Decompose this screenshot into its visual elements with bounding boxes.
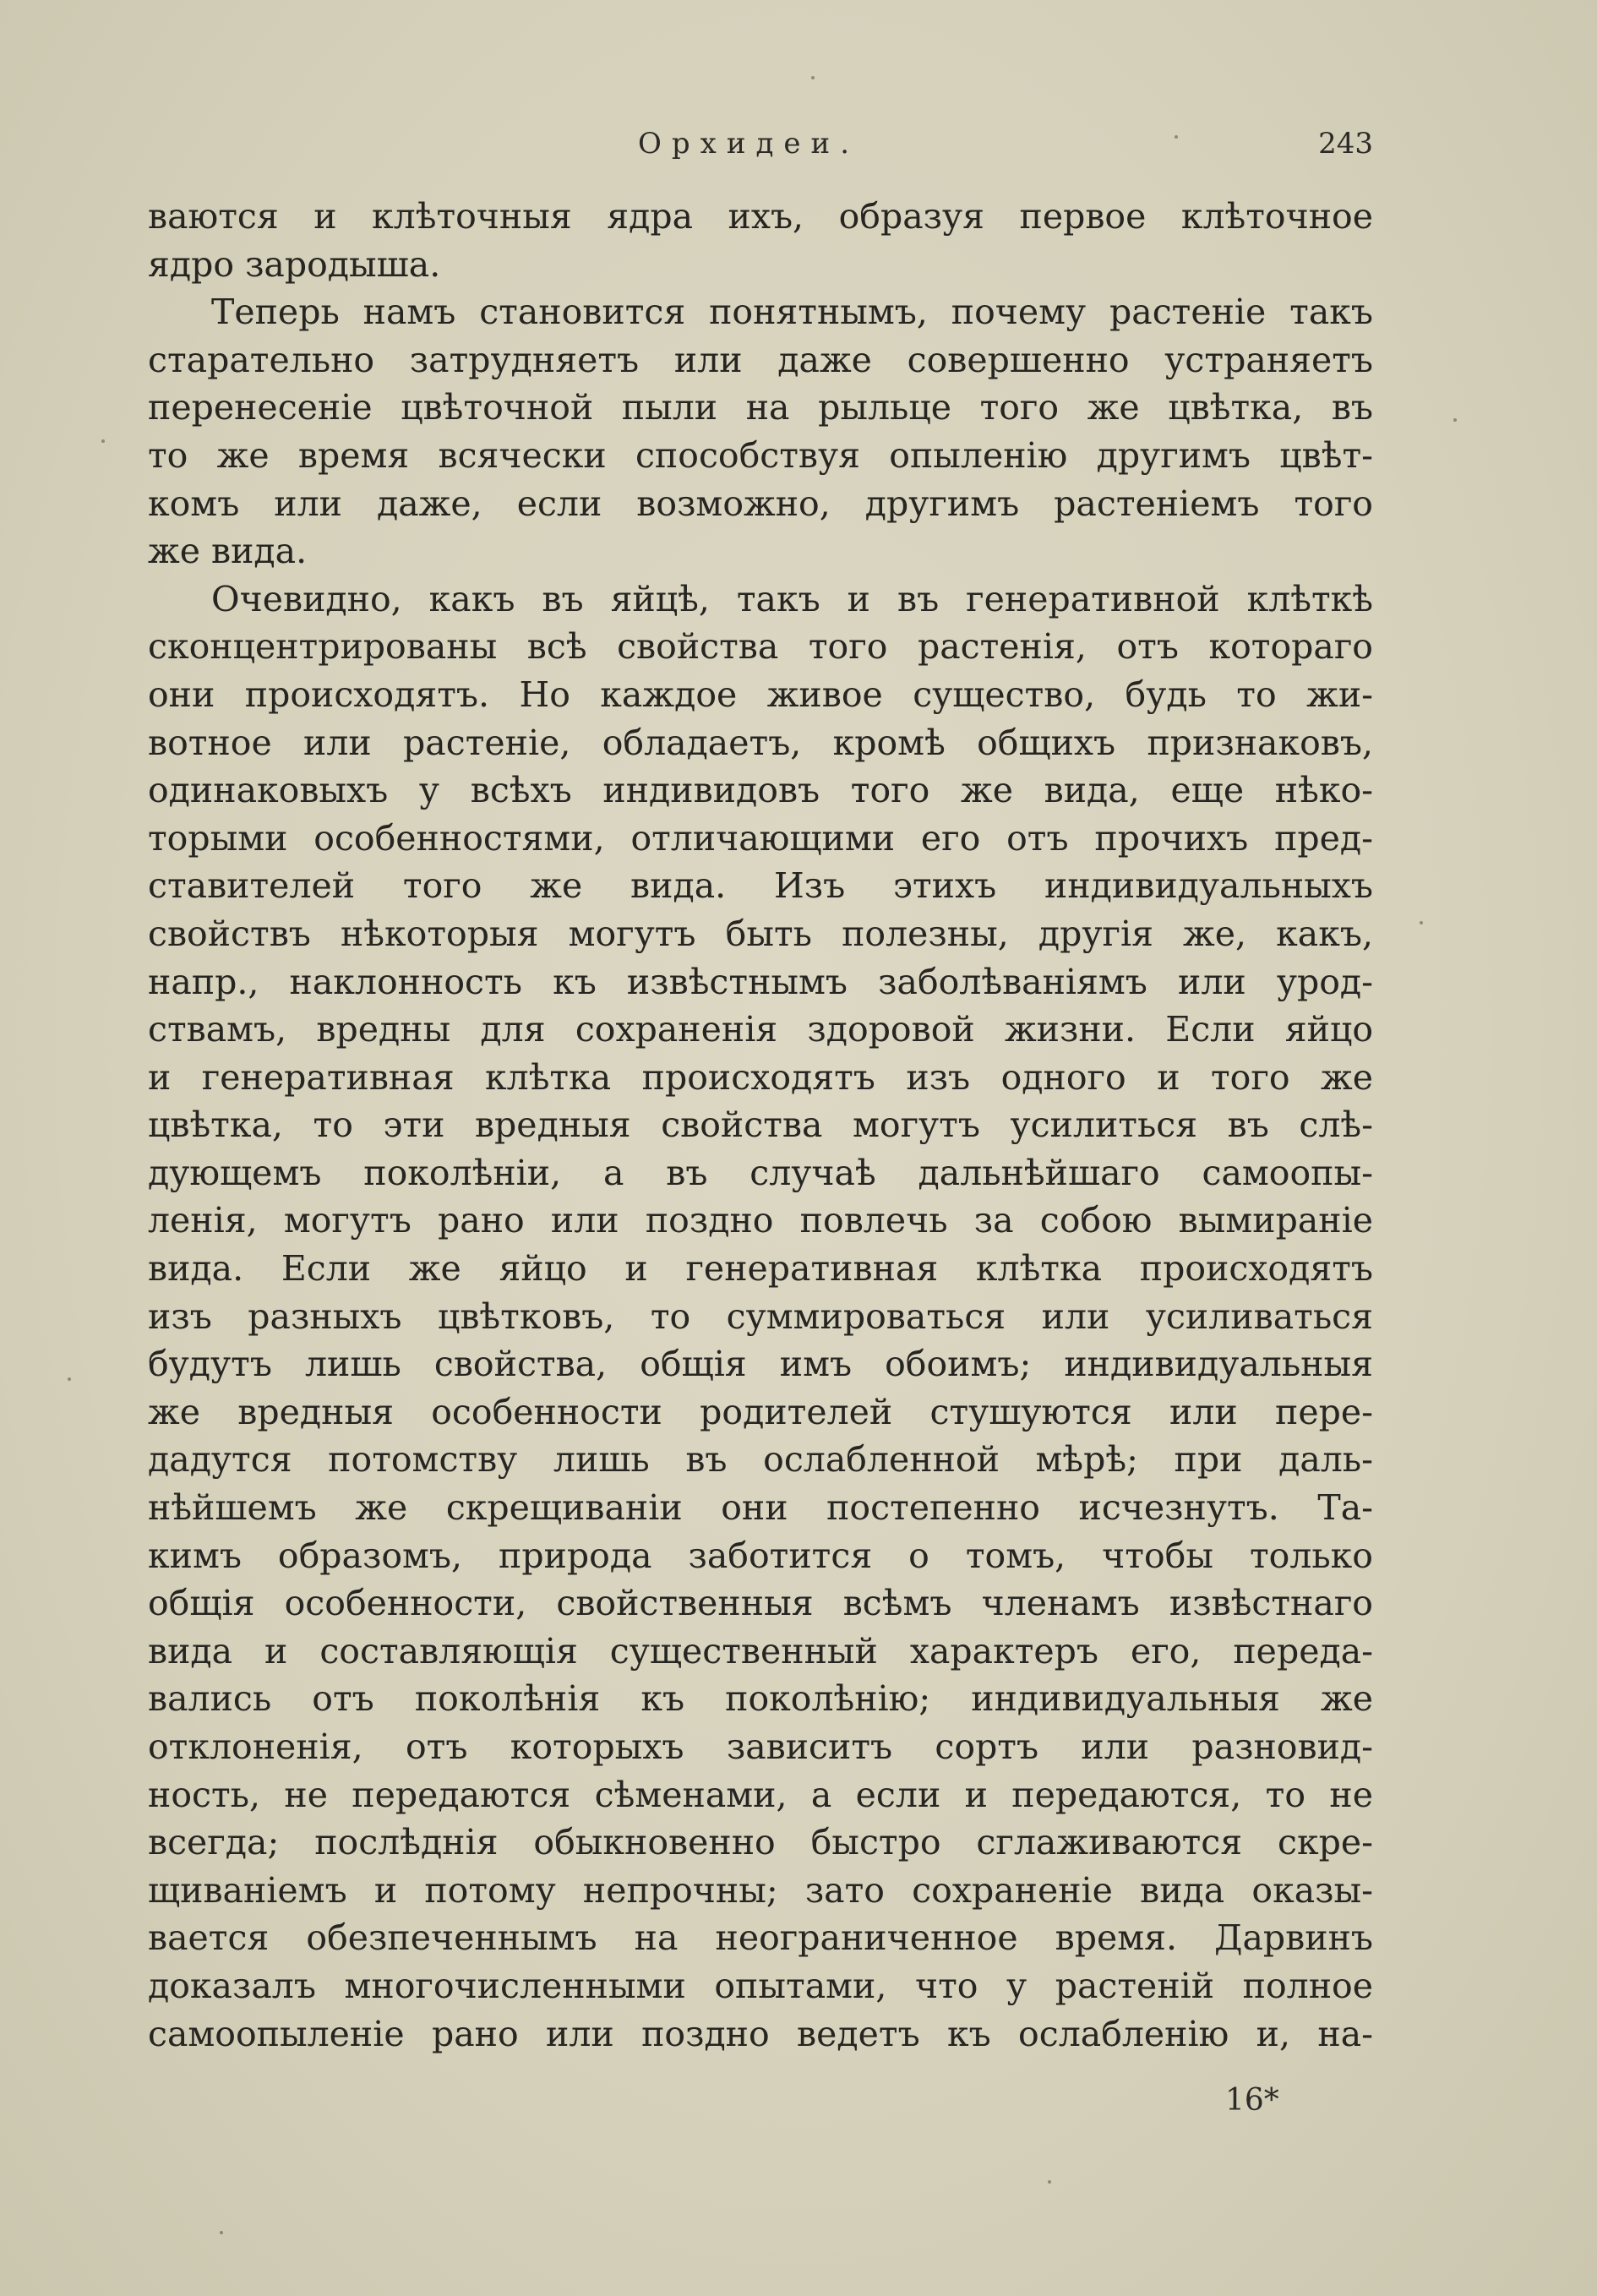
text-line: торыми особенностями, отличающими его отъ прочихъ пред- — [148, 817, 1373, 859]
text-line: старательно затрудняетъ или даже совершенно устраняетъ — [148, 339, 1373, 380]
signature-mark: 16* — [1225, 2083, 1279, 2118]
paper-speck — [220, 2231, 223, 2234]
paper-speck — [1453, 418, 1457, 422]
text-line: перенесеніе цвѣточной пыли на рыльце того же цвѣтка, въ — [148, 387, 1373, 428]
text-line: ность, не передаются сѣменами, а если и передаются, то не — [148, 1774, 1373, 1815]
text-line: свойствъ нѣкоторыя могутъ быть полезны, другія же, какъ, — [148, 913, 1373, 954]
text-line: ядро зародыша. — [148, 243, 441, 285]
paper-speck — [68, 1377, 71, 1381]
text-line: самоопыленіе рано или поздно ведетъ къ ослабленію и, на- — [148, 2013, 1373, 2054]
text-line: всегда; послѣднія обыкновенно быстро сглаживаются скре- — [148, 1822, 1373, 1863]
text-line: общія особенности, свойственныя всѣмъ членамъ извѣстнаго — [148, 1583, 1373, 1624]
page-header — [148, 127, 1373, 177]
text-line: же вредныя особенности родителей стушуются или пере- — [148, 1391, 1373, 1432]
text-line: нѣйшемъ же скрещиваніи они постепенно исчезнутъ. Та- — [148, 1487, 1373, 1529]
text-line: дадутся потомству лишь въ ослабленной мѣрѣ; при даль- — [148, 1439, 1373, 1481]
text-line: ставителей того же вида. Изъ этихъ индивидуальныхъ — [148, 865, 1373, 907]
text-line: вида. Если же яйцо и генеративная клѣтка происходятъ — [148, 1248, 1373, 1290]
page-number: 243 — [1318, 127, 1373, 161]
text-line: вались отъ поколѣнія къ поколѣнію; индивидуальныя же — [148, 1678, 1373, 1720]
text-line: вотное или растеніе, обладаетъ, кромѣ общихъ признаковъ, — [148, 722, 1373, 763]
text-line: будутъ лишь свойства, общія имъ обоимъ; индивидуальныя — [148, 1344, 1373, 1385]
text-line: ленія, могутъ рано или поздно повлечь за собою вымираніе — [148, 1200, 1373, 1241]
running-title: Орхидеи. — [638, 127, 859, 161]
text-line: Теперь намъ становится понятнымъ, почему растеніе такъ — [211, 292, 1373, 333]
text-line: кимъ образомъ, природа заботится о томъ, чтобы только — [148, 1535, 1373, 1576]
text-line: вида и составляющія существенный характеръ его, переда- — [148, 1630, 1373, 1672]
text-line: дующемъ поколѣніи, а въ случаѣ дальнѣйшаго самоопы- — [148, 1152, 1373, 1193]
paper-speck — [1175, 135, 1178, 139]
text-line: одинаковыхъ у всѣхъ индивидовъ того же вида, еще нѣко- — [148, 770, 1373, 811]
body-text — [148, 193, 1373, 2058]
paper-speck — [811, 76, 815, 79]
text-line: же вида. — [148, 531, 308, 572]
text-line: сконцентрированы всѣ свойства того растенія, отъ котораго — [148, 626, 1373, 668]
text-line: они происходятъ. Но каждое живое существо, будь то жи- — [148, 674, 1373, 715]
text-line: ваются и клѣточныя ядра ихъ, образуя первое клѣточное — [148, 196, 1373, 237]
text-line: отклоненія, отъ которыхъ зависитъ сортъ или разновид- — [148, 1726, 1373, 1767]
text-line: доказалъ многочисленными опытами, что у растеній полное — [148, 1965, 1373, 2006]
text-line: и генеративная клѣтка происходятъ изъ одного и того же — [148, 1056, 1373, 1098]
text-line: напр., наклонность къ извѣстнымъ заболѣваніямъ или урод- — [148, 961, 1373, 1002]
text-line: ствамъ, вредны для сохраненія здоровой жизни. Если яйцо — [148, 1009, 1373, 1050]
text-line: то же время всячески способствуя опыленію другимъ цвѣт- — [148, 434, 1373, 476]
text-line: изъ разныхъ цвѣтковъ, то суммироваться или усиливаться — [148, 1295, 1373, 1337]
text-line: щиваніемъ и потому непрочны; зато сохраненіе вида оказы- — [148, 1869, 1373, 1911]
text-line: вается обезпеченнымъ на неограниченное время. Дарвинъ — [148, 1917, 1373, 1959]
text-line: цвѣтка, то эти вредныя свойства могутъ усилиться въ слѣ- — [148, 1104, 1373, 1146]
paper-speck — [1420, 921, 1423, 924]
paper-speck — [1048, 2180, 1051, 2184]
text-line: комъ или даже, если возможно, другимъ растеніемъ того — [148, 483, 1373, 524]
paper-speck — [101, 439, 105, 443]
text-line: Очевидно, какъ въ яйцѣ, такъ и въ генеративной клѣткѣ — [211, 578, 1373, 619]
